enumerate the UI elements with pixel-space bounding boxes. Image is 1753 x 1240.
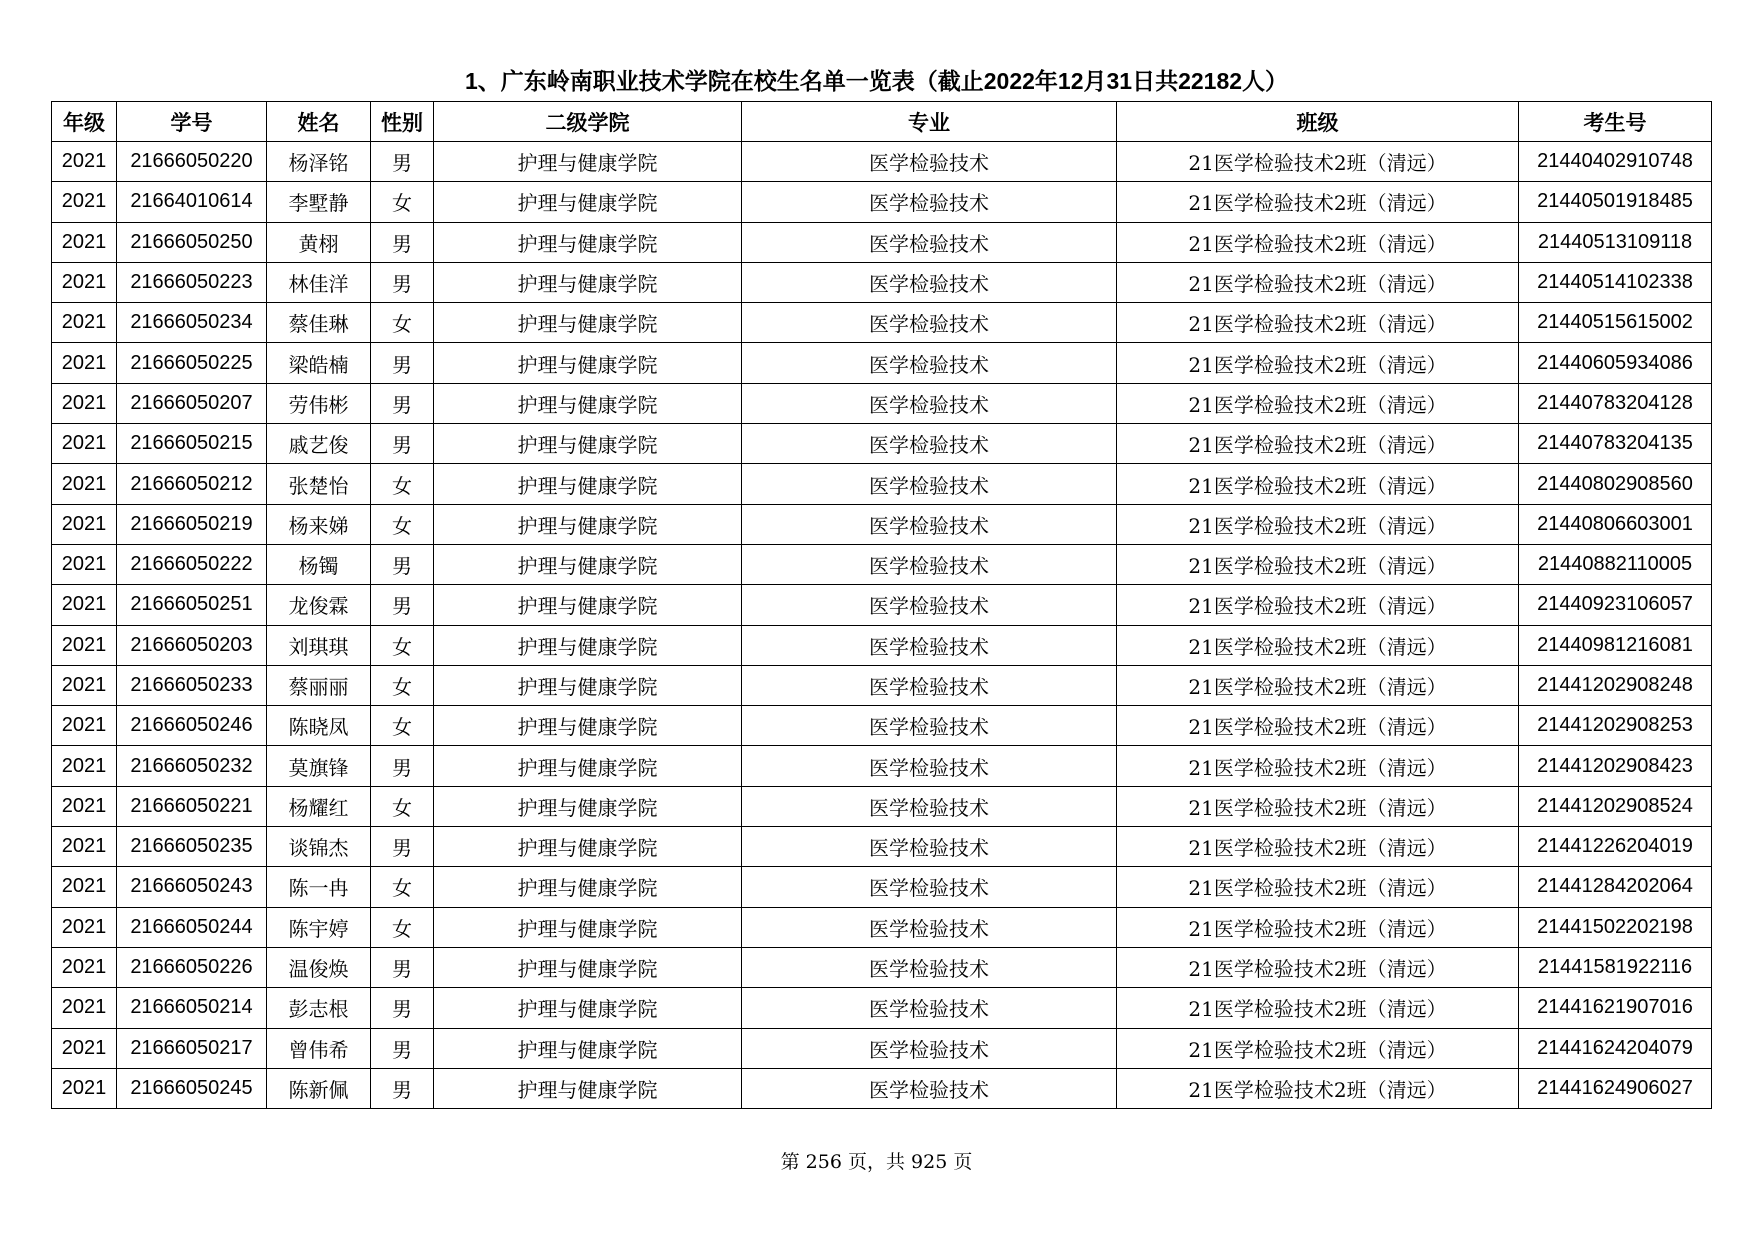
exam-id-cell: 21440882110005 xyxy=(1519,544,1712,584)
exam-id-cell: 21440514102338 xyxy=(1519,262,1712,302)
class-cell: 21医学检验技术2班（清远） xyxy=(1117,625,1519,665)
name-cell: 张楚怡 xyxy=(267,464,371,504)
table-row xyxy=(52,303,1712,343)
class-cell: 21医学检验技术2班（清远） xyxy=(1117,262,1519,302)
student-id-cell: 21666050222 xyxy=(117,544,267,584)
name-cell: 刘琪琪 xyxy=(267,625,371,665)
gender-cell: 男 xyxy=(371,746,434,786)
major-cell: 医学检验技术 xyxy=(742,907,1117,947)
table-row xyxy=(52,343,1712,383)
college-cell: 护理与健康学院 xyxy=(434,504,742,544)
student-id-cell: 21666050223 xyxy=(117,262,267,302)
college-cell: 护理与健康学院 xyxy=(434,988,742,1028)
class-cell: 21医学检验技术2班（清远） xyxy=(1117,827,1519,867)
grade-cell: 2021 xyxy=(52,665,117,705)
exam-id-cell: 21441581922116 xyxy=(1519,947,1712,987)
exam-id-cell: 21440402910748 xyxy=(1519,142,1712,182)
name-cell: 蔡佳琳 xyxy=(267,303,371,343)
major-cell: 医学检验技术 xyxy=(742,1068,1117,1108)
gender-cell: 男 xyxy=(371,424,434,464)
class-cell: 21医学检验技术2班（清远） xyxy=(1117,142,1519,182)
class-cell: 21医学检验技术2班（清远） xyxy=(1117,907,1519,947)
student-roster-table xyxy=(51,101,1712,1109)
exam-id-cell: 21441284202064 xyxy=(1519,867,1712,907)
grade-cell: 2021 xyxy=(52,182,117,222)
exam-id-cell: 21440806603001 xyxy=(1519,504,1712,544)
gender-cell: 男 xyxy=(371,383,434,423)
major-cell: 医学检验技术 xyxy=(742,262,1117,302)
gender-cell: 女 xyxy=(371,182,434,222)
grade-cell: 2021 xyxy=(52,424,117,464)
name-cell: 莫旗锋 xyxy=(267,746,371,786)
class-cell: 21医学检验技术2班（清远） xyxy=(1117,988,1519,1028)
exam-id-cell: 21440515615002 xyxy=(1519,303,1712,343)
college-cell: 护理与健康学院 xyxy=(434,544,742,584)
exam-id-cell: 21441202908248 xyxy=(1519,665,1712,705)
college-cell: 护理与健康学院 xyxy=(434,827,742,867)
major-cell: 医学检验技术 xyxy=(742,504,1117,544)
gender-cell: 男 xyxy=(371,222,434,262)
student-id-cell: 21666050217 xyxy=(117,1028,267,1068)
major-cell: 医学检验技术 xyxy=(742,303,1117,343)
table-row xyxy=(52,1028,1712,1068)
grade-cell: 2021 xyxy=(52,907,117,947)
grade-cell: 2021 xyxy=(52,988,117,1028)
student-id-cell: 21666050232 xyxy=(117,746,267,786)
table-row xyxy=(52,746,1712,786)
student-id-cell: 21666050250 xyxy=(117,222,267,262)
grade-cell: 2021 xyxy=(52,343,117,383)
column-header-gender: 性别 xyxy=(371,102,434,142)
gender-cell: 男 xyxy=(371,544,434,584)
document-title: 1、广东岭南职业技术学院在校生名单一览表（截止2022年12月31日共22182人） xyxy=(464,68,1289,94)
exam-id-cell: 21440783204135 xyxy=(1519,424,1712,464)
table-row xyxy=(52,665,1712,705)
class-cell: 21医学检验技术2班（清远） xyxy=(1117,182,1519,222)
grade-cell: 2021 xyxy=(52,1068,117,1108)
exam-id-cell: 21441202908524 xyxy=(1519,786,1712,826)
student-id-cell: 21666050226 xyxy=(117,947,267,987)
grade-cell: 2021 xyxy=(52,142,117,182)
gender-cell: 女 xyxy=(371,464,434,504)
table-row xyxy=(52,142,1712,182)
table-header-row xyxy=(52,102,1712,142)
college-cell: 护理与健康学院 xyxy=(434,142,742,182)
college-cell: 护理与健康学院 xyxy=(434,625,742,665)
table-row xyxy=(52,827,1712,867)
student-id-cell: 21664010614 xyxy=(117,182,267,222)
name-cell: 杨来娣 xyxy=(267,504,371,544)
grade-cell: 2021 xyxy=(52,947,117,987)
student-id-cell: 21666050233 xyxy=(117,665,267,705)
name-cell: 劳伟彬 xyxy=(267,383,371,423)
class-cell: 21医学检验技术2班（清远） xyxy=(1117,464,1519,504)
table-row xyxy=(52,867,1712,907)
grade-cell: 2021 xyxy=(52,827,117,867)
class-cell: 21医学检验技术2班（清远） xyxy=(1117,343,1519,383)
major-cell: 医学检验技术 xyxy=(742,383,1117,423)
student-id-cell: 21666050235 xyxy=(117,827,267,867)
major-cell: 医学检验技术 xyxy=(742,827,1117,867)
major-cell: 医学检验技术 xyxy=(742,947,1117,987)
class-cell: 21医学检验技术2班（清远） xyxy=(1117,424,1519,464)
grade-cell: 2021 xyxy=(52,383,117,423)
class-cell: 21医学检验技术2班（清远） xyxy=(1117,1028,1519,1068)
student-id-cell: 21666050212 xyxy=(117,464,267,504)
name-cell: 黄栩 xyxy=(267,222,371,262)
name-cell: 谈锦杰 xyxy=(267,827,371,867)
name-cell: 温俊焕 xyxy=(267,947,371,987)
exam-id-cell: 21440605934086 xyxy=(1519,343,1712,383)
college-cell: 护理与健康学院 xyxy=(434,947,742,987)
name-cell: 李墅静 xyxy=(267,182,371,222)
college-cell: 护理与健康学院 xyxy=(434,303,742,343)
name-cell: 林佳洋 xyxy=(267,262,371,302)
page-footer: 第 256 页，共 925 页 xyxy=(780,1151,973,1173)
major-cell: 医学检验技术 xyxy=(742,182,1117,222)
exam-id-cell: 21441226204019 xyxy=(1519,827,1712,867)
name-cell: 曾伟希 xyxy=(267,1028,371,1068)
name-cell: 陈一冉 xyxy=(267,867,371,907)
student-id-cell: 21666050207 xyxy=(117,383,267,423)
column-header-exam-id: 考生号 xyxy=(1519,102,1712,142)
college-cell: 护理与健康学院 xyxy=(434,1068,742,1108)
class-cell: 21医学检验技术2班（清远） xyxy=(1117,706,1519,746)
major-cell: 医学检验技术 xyxy=(742,222,1117,262)
gender-cell: 女 xyxy=(371,625,434,665)
major-cell: 医学检验技术 xyxy=(742,544,1117,584)
college-cell: 护理与健康学院 xyxy=(434,746,742,786)
table-row xyxy=(52,1068,1712,1108)
student-id-cell: 21666050219 xyxy=(117,504,267,544)
gender-cell: 男 xyxy=(371,988,434,1028)
class-cell: 21医学检验技术2班（清远） xyxy=(1117,867,1519,907)
gender-cell: 男 xyxy=(371,142,434,182)
column-header-name: 姓名 xyxy=(267,102,371,142)
student-id-cell: 21666050245 xyxy=(117,1068,267,1108)
exam-id-cell: 21441624906027 xyxy=(1519,1068,1712,1108)
grade-cell: 2021 xyxy=(52,544,117,584)
college-cell: 护理与健康学院 xyxy=(434,222,742,262)
exam-id-cell: 21441621907016 xyxy=(1519,988,1712,1028)
student-id-cell: 21666050220 xyxy=(117,142,267,182)
student-id-cell: 21666050234 xyxy=(117,303,267,343)
name-cell: 龙俊霖 xyxy=(267,585,371,625)
major-cell: 医学检验技术 xyxy=(742,665,1117,705)
name-cell: 梁皓楠 xyxy=(267,343,371,383)
major-cell: 医学检验技术 xyxy=(742,585,1117,625)
grade-cell: 2021 xyxy=(52,303,117,343)
exam-id-cell: 21440783204128 xyxy=(1519,383,1712,423)
name-cell: 陈宇婷 xyxy=(267,907,371,947)
exam-id-cell: 21441202908423 xyxy=(1519,746,1712,786)
grade-cell: 2021 xyxy=(52,1028,117,1068)
grade-cell: 2021 xyxy=(52,262,117,302)
table-row xyxy=(52,706,1712,746)
gender-cell: 女 xyxy=(371,867,434,907)
gender-cell: 男 xyxy=(371,585,434,625)
student-id-cell: 21666050244 xyxy=(117,907,267,947)
grade-cell: 2021 xyxy=(52,786,117,826)
exam-id-cell: 21440981216081 xyxy=(1519,625,1712,665)
student-id-cell: 21666050215 xyxy=(117,424,267,464)
college-cell: 护理与健康学院 xyxy=(434,464,742,504)
gender-cell: 女 xyxy=(371,907,434,947)
gender-cell: 男 xyxy=(371,343,434,383)
class-cell: 21医学检验技术2班（清远） xyxy=(1117,504,1519,544)
table-row xyxy=(52,504,1712,544)
class-cell: 21医学检验技术2班（清远） xyxy=(1117,585,1519,625)
class-cell: 21医学检验技术2班（清远） xyxy=(1117,786,1519,826)
class-cell: 21医学检验技术2班（清远） xyxy=(1117,746,1519,786)
college-cell: 护理与健康学院 xyxy=(434,706,742,746)
student-id-cell: 21666050221 xyxy=(117,786,267,826)
major-cell: 医学检验技术 xyxy=(742,343,1117,383)
table-row xyxy=(52,988,1712,1028)
student-id-cell: 21666050251 xyxy=(117,585,267,625)
major-cell: 医学检验技术 xyxy=(742,424,1117,464)
major-cell: 医学检验技术 xyxy=(742,142,1117,182)
student-id-cell: 21666050203 xyxy=(117,625,267,665)
gender-cell: 女 xyxy=(371,504,434,544)
college-cell: 护理与健康学院 xyxy=(434,907,742,947)
gender-cell: 女 xyxy=(371,665,434,705)
major-cell: 医学检验技术 xyxy=(742,988,1117,1028)
gender-cell: 男 xyxy=(371,827,434,867)
student-id-cell: 21666050246 xyxy=(117,706,267,746)
table-row xyxy=(52,182,1712,222)
college-cell: 护理与健康学院 xyxy=(434,424,742,464)
table-row xyxy=(52,625,1712,665)
class-cell: 21医学检验技术2班（清远） xyxy=(1117,665,1519,705)
column-header-college: 二级学院 xyxy=(434,102,742,142)
name-cell: 杨泽铭 xyxy=(267,142,371,182)
class-cell: 21医学检验技术2班（清远） xyxy=(1117,544,1519,584)
major-cell: 医学检验技术 xyxy=(742,706,1117,746)
gender-cell: 男 xyxy=(371,1068,434,1108)
major-cell: 医学检验技术 xyxy=(742,1028,1117,1068)
name-cell: 彭志根 xyxy=(267,988,371,1028)
exam-id-cell: 21441502202198 xyxy=(1519,907,1712,947)
name-cell: 陈新佩 xyxy=(267,1068,371,1108)
table-row xyxy=(52,222,1712,262)
table-row xyxy=(52,383,1712,423)
college-cell: 护理与健康学院 xyxy=(434,383,742,423)
major-cell: 医学检验技术 xyxy=(742,464,1117,504)
column-header-grade: 年级 xyxy=(52,102,117,142)
class-cell: 21医学检验技术2班（清远） xyxy=(1117,1068,1519,1108)
college-cell: 护理与健康学院 xyxy=(434,262,742,302)
name-cell: 杨镯 xyxy=(267,544,371,584)
table-row xyxy=(52,424,1712,464)
grade-cell: 2021 xyxy=(52,585,117,625)
grade-cell: 2021 xyxy=(52,222,117,262)
gender-cell: 男 xyxy=(371,262,434,302)
exam-id-cell: 21441624204079 xyxy=(1519,1028,1712,1068)
college-cell: 护理与健康学院 xyxy=(434,786,742,826)
grade-cell: 2021 xyxy=(52,746,117,786)
gender-cell: 女 xyxy=(371,706,434,746)
college-cell: 护理与健康学院 xyxy=(434,343,742,383)
student-id-cell: 21666050214 xyxy=(117,988,267,1028)
student-id-cell: 21666050225 xyxy=(117,343,267,383)
grade-cell: 2021 xyxy=(52,464,117,504)
table-row xyxy=(52,544,1712,584)
grade-cell: 2021 xyxy=(52,706,117,746)
college-cell: 护理与健康学院 xyxy=(434,665,742,705)
class-cell: 21医学检验技术2班（清远） xyxy=(1117,303,1519,343)
exam-id-cell: 21440501918485 xyxy=(1519,182,1712,222)
table-row xyxy=(52,907,1712,947)
class-cell: 21医学检验技术2班（清远） xyxy=(1117,383,1519,423)
class-cell: 21医学检验技术2班（清远） xyxy=(1117,947,1519,987)
table-row xyxy=(52,262,1712,302)
major-cell: 医学检验技术 xyxy=(742,625,1117,665)
name-cell: 戚艺俊 xyxy=(267,424,371,464)
table-body xyxy=(52,142,1712,1109)
table-row xyxy=(52,464,1712,504)
column-header-major: 专业 xyxy=(742,102,1117,142)
gender-cell: 男 xyxy=(371,947,434,987)
grade-cell: 2021 xyxy=(52,867,117,907)
column-header-class: 班级 xyxy=(1117,102,1519,142)
gender-cell: 女 xyxy=(371,786,434,826)
name-cell: 蔡丽丽 xyxy=(267,665,371,705)
college-cell: 护理与健康学院 xyxy=(434,867,742,907)
column-header-student-id: 学号 xyxy=(117,102,267,142)
table-row xyxy=(52,585,1712,625)
college-cell: 护理与健康学院 xyxy=(434,182,742,222)
grade-cell: 2021 xyxy=(52,625,117,665)
table-row xyxy=(52,947,1712,987)
exam-id-cell: 21440923106057 xyxy=(1519,585,1712,625)
exam-id-cell: 21440513109118 xyxy=(1519,222,1712,262)
college-cell: 护理与健康学院 xyxy=(434,585,742,625)
major-cell: 医学检验技术 xyxy=(742,867,1117,907)
grade-cell: 2021 xyxy=(52,504,117,544)
major-cell: 医学检验技术 xyxy=(742,786,1117,826)
table-row xyxy=(52,786,1712,826)
class-cell: 21医学检验技术2班（清远） xyxy=(1117,222,1519,262)
name-cell: 陈晓凤 xyxy=(267,706,371,746)
exam-id-cell: 21440802908560 xyxy=(1519,464,1712,504)
exam-id-cell: 21441202908253 xyxy=(1519,706,1712,746)
gender-cell: 女 xyxy=(371,303,434,343)
major-cell: 医学检验技术 xyxy=(742,746,1117,786)
student-id-cell: 21666050243 xyxy=(117,867,267,907)
college-cell: 护理与健康学院 xyxy=(434,1028,742,1068)
gender-cell: 男 xyxy=(371,1028,434,1068)
name-cell: 杨耀红 xyxy=(267,786,371,826)
